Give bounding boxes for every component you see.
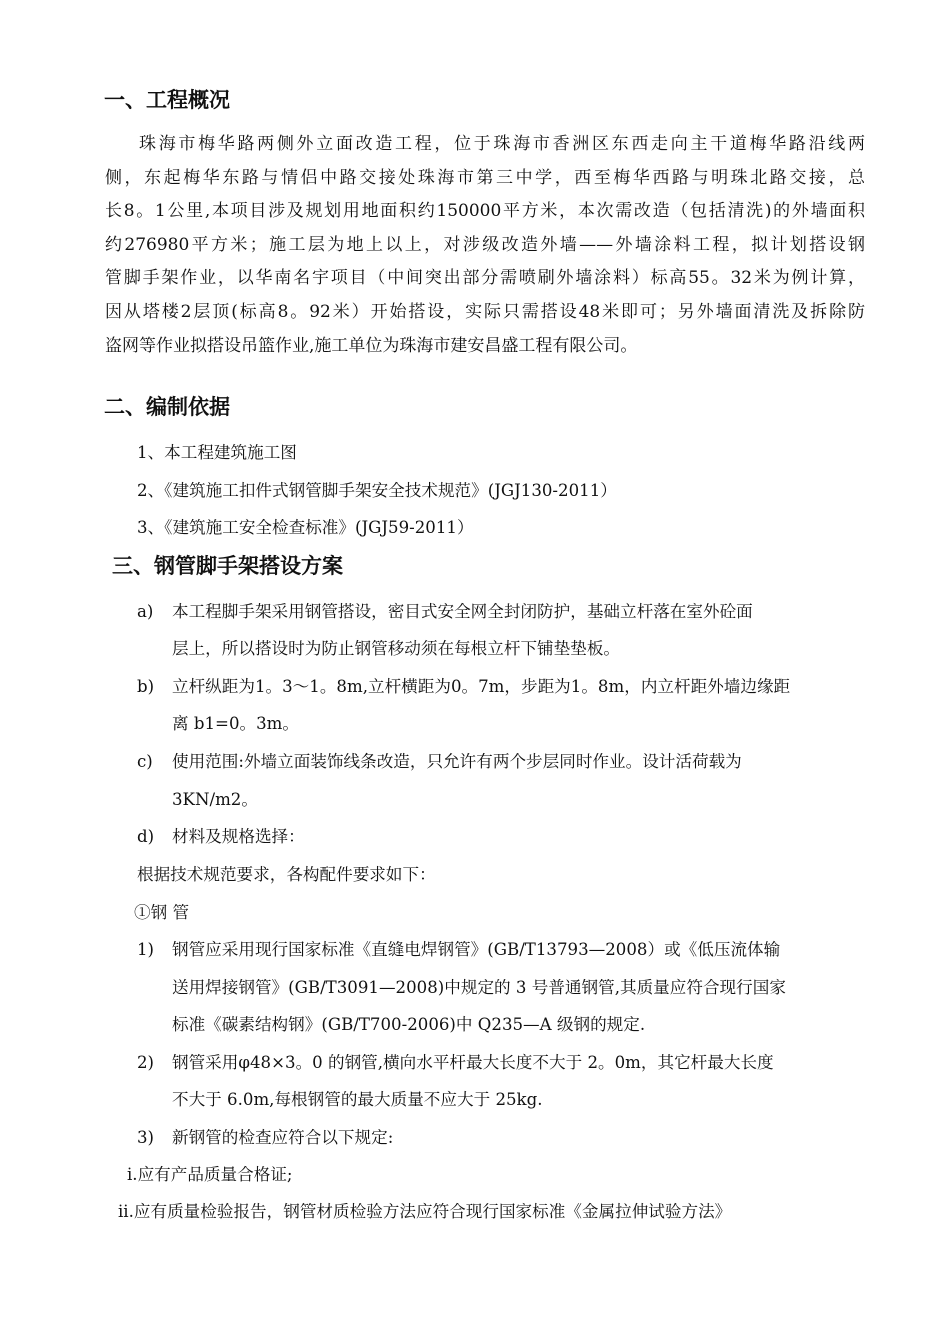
sub-item-text: ii.应有质量检验报告，钢管材质检验方法应符合现行国家标准《金属拉伸试验方法》 bbox=[118, 1202, 732, 1221]
item-text: 钢管应采用现行国家标准《直缝电焊钢管》(GB/T13793—2008）或《低压流体输 bbox=[172, 940, 781, 959]
item-text: 材料及规格选择： bbox=[172, 827, 305, 846]
section-heading-overview: 一、工程概况 bbox=[104, 88, 230, 112]
overview-paragraph bbox=[105, 128, 865, 363]
item-text: 层上，所以搭设时为防止钢管移动须在每根立杆下铺垫垫板。 bbox=[172, 639, 621, 658]
sub-item-text: i.应有产品质量合格证; bbox=[127, 1165, 293, 1184]
item-marker: d) bbox=[137, 827, 155, 846]
item-text: 立杆纵距为1。3～1。8m,立杆横距为0。7m，步距为1。8m，内立杆距外墙边缘距 bbox=[172, 677, 791, 696]
item-text: 离 b1=0。3m。 bbox=[172, 714, 299, 733]
section-heading-basis: 二、编制依据 bbox=[104, 395, 230, 419]
item-text: 本工程脚手架采用钢管搭设，密目式安全网全封闭防护，基础立杆落在室外砼面 bbox=[172, 602, 753, 621]
item-text: 钢管采用φ48×3。0 的钢管,横向水平杆最大长度不大于 2。0m，其它杆最大长度 bbox=[172, 1053, 774, 1072]
item-text: 使用范围:外墙立面装饰线条改造，只允许有两个步层同时作业。设计活荷载为 bbox=[172, 752, 742, 771]
overview-line: 约276980平方米；施工层为地上以上，对涉级改造外墙——外墙涂料工程，拟计划搭设钢 bbox=[105, 234, 865, 255]
overview-line: 珠海市梅华路两侧外立面改造工程，位于珠海市香洲区东西走向主干道梅华路沿线两 bbox=[139, 134, 865, 154]
overview-line: 因从塔楼2层顶(标高8。92米）开始搭设，实际只需搭设48米即可；另外墙面清洗及拆除防 bbox=[105, 301, 865, 322]
item-marker: b) bbox=[137, 677, 155, 696]
item-marker: 3) bbox=[137, 1128, 155, 1147]
item-text: 不大于 6.0m,每根钢管的最大质量不应大于 25kg. bbox=[172, 1090, 543, 1109]
item-marker: a) bbox=[137, 602, 154, 621]
requirements-intro: 根据技术规范要求，各构配件要求如下： bbox=[137, 865, 436, 884]
steel-pipe-subheading: ①钢 管 bbox=[134, 903, 190, 922]
item-text: 送用焊接钢管》(GB/T3091—2008)中规定的 3 号普通钢管,其质量应符合现行国家 bbox=[172, 978, 786, 997]
item-marker: 2) bbox=[137, 1053, 155, 1072]
item-text: 3KN/m2。 bbox=[172, 790, 258, 809]
section-heading-scaffold-plan: 三、钢管脚手架搭设方案 bbox=[112, 554, 343, 578]
basis-item: 2、《建筑施工扣件式钢管脚手架安全技术规范》(JGJ130-2011） bbox=[137, 481, 617, 500]
basis-item: 3、《建筑施工安全检查标准》(JGJ59-2011） bbox=[137, 518, 474, 537]
overview-line: 长8。1公里,本项目涉及规划用地面积约150000平方米，本次需改造（包括清洗)的外墙面积 bbox=[105, 201, 865, 222]
item-text: 标准《碳素结构钢》(GB/T700-2006)中 Q235—A 级钢的规定. bbox=[172, 1015, 646, 1034]
item-marker: c) bbox=[137, 752, 153, 771]
basis-item: 1、本工程建筑施工图 bbox=[137, 443, 297, 462]
overview-line: 侧，东起梅华东路与情侣中路交接处珠海市第三中学，西至梅华西路与明珠北路交接，总 bbox=[105, 167, 865, 188]
overview-line: 盗网等作业拟搭设吊篮作业,施工单位为珠海市建安昌盛工程有限公司。 bbox=[105, 335, 638, 356]
item-marker: 1) bbox=[137, 940, 155, 959]
overview-line: 管脚手架作业，以华南名宇项目（中间突出部分需喷刷外墙涂料）标高55。32米为例计算， bbox=[105, 268, 865, 289]
item-text: 新钢管的检查应符合以下规定: bbox=[172, 1128, 394, 1147]
